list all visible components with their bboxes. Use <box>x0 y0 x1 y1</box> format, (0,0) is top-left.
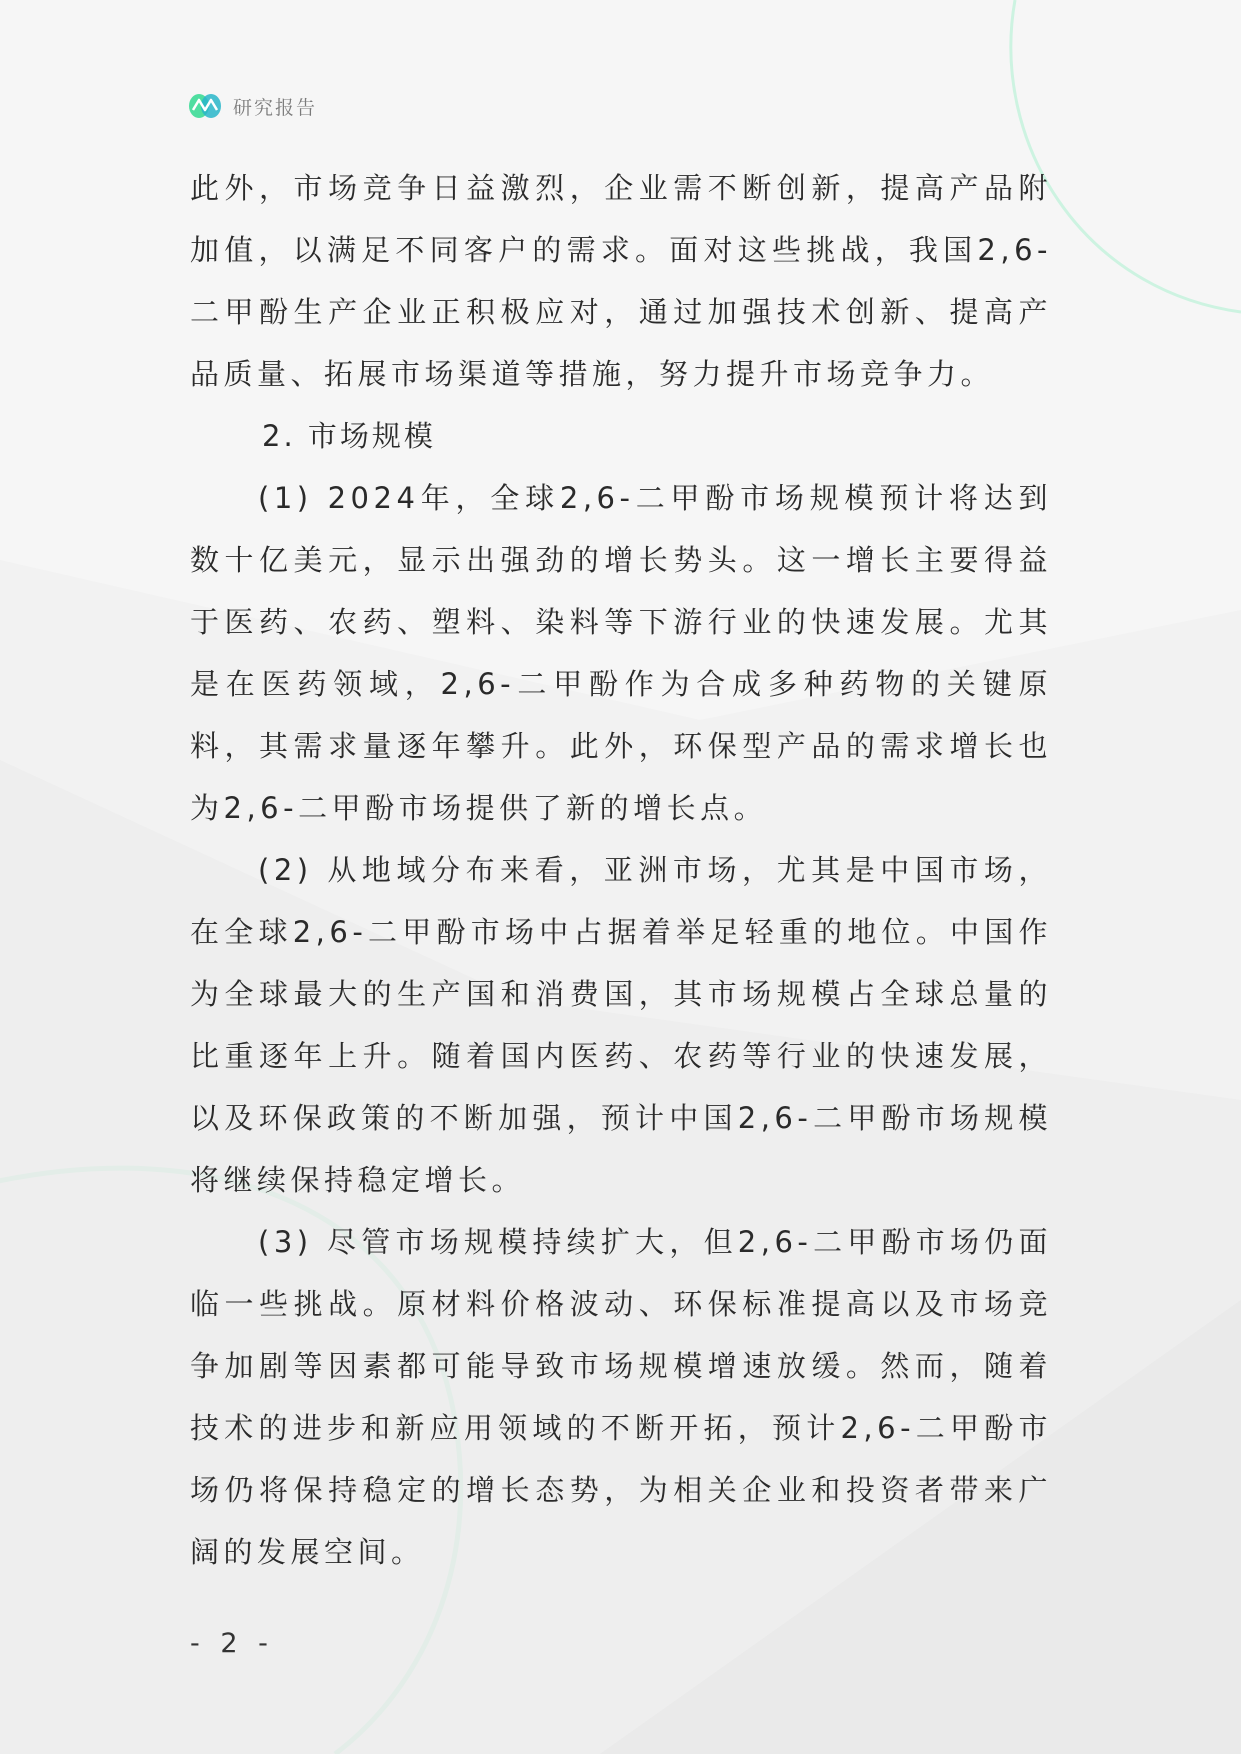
report-header <box>187 88 317 124</box>
report-header-title: 研究报告 <box>233 96 318 119</box>
paragraph-item-2: (2) 从地域分布来看，亚洲市场，尤其是中国市场，在全球2,6-二甲酚市场中占据着举足轻重的地位。中国作为全球最大的生产国和消费国，其市场规模占全球总量的比重逐年上升。随着国内医药、农药等行业的快速发展，以及环保政策的不断加强，预计中国2,6-二甲酚市场规模将继续保持稳定增长。 <box>190 853 1052 1197</box>
brand-logo-icon <box>187 90 223 122</box>
paragraph-item-3: (3) 尽管市场规模持续扩大，但2,6-二甲酚市场仍面临一些挑战。原材料价格波动、环保标准提高以及市场竞争加剧等因素都可能导致市场规模增速放缓。然而，随着技术的进步和新应用领域的不断开拓，预计2,6-二甲酚市场仍将保持稳定的增长态势，为相关企业和投资者带来广阔的发展空间。 <box>190 1225 1052 1569</box>
document-body <box>190 157 1052 1583</box>
page-number: - 2 - <box>190 1628 274 1659</box>
paragraph-item-1: (1) 2024年，全球2,6-二甲酚市场规模预计将达到数十亿美元，显示出强劲的增长势头。这一增长主要得益于医药、农药、塑料、染料等下游行业的快速发展。尤其是在医药领域，2,6-二甲酚作为合成多种药物的关键原料，其需求量逐年攀升。此外，环保型产品的需求增长也为2,6-二甲酚市场提供了新的增长点。 <box>190 481 1052 825</box>
paragraph-intro: 此外，市场竞争日益激烈，企业需不断创新，提高产品附加值，以满足不同客户的需求。面对这些挑战，我国2,6-二甲酚生产企业正积极应对，通过加强技术创新、提高产品质量、拓展市场渠道等措施，努力提升市场竞争力。 <box>190 171 1052 391</box>
section-heading-market-size: 2. 市场规模 <box>262 419 436 453</box>
